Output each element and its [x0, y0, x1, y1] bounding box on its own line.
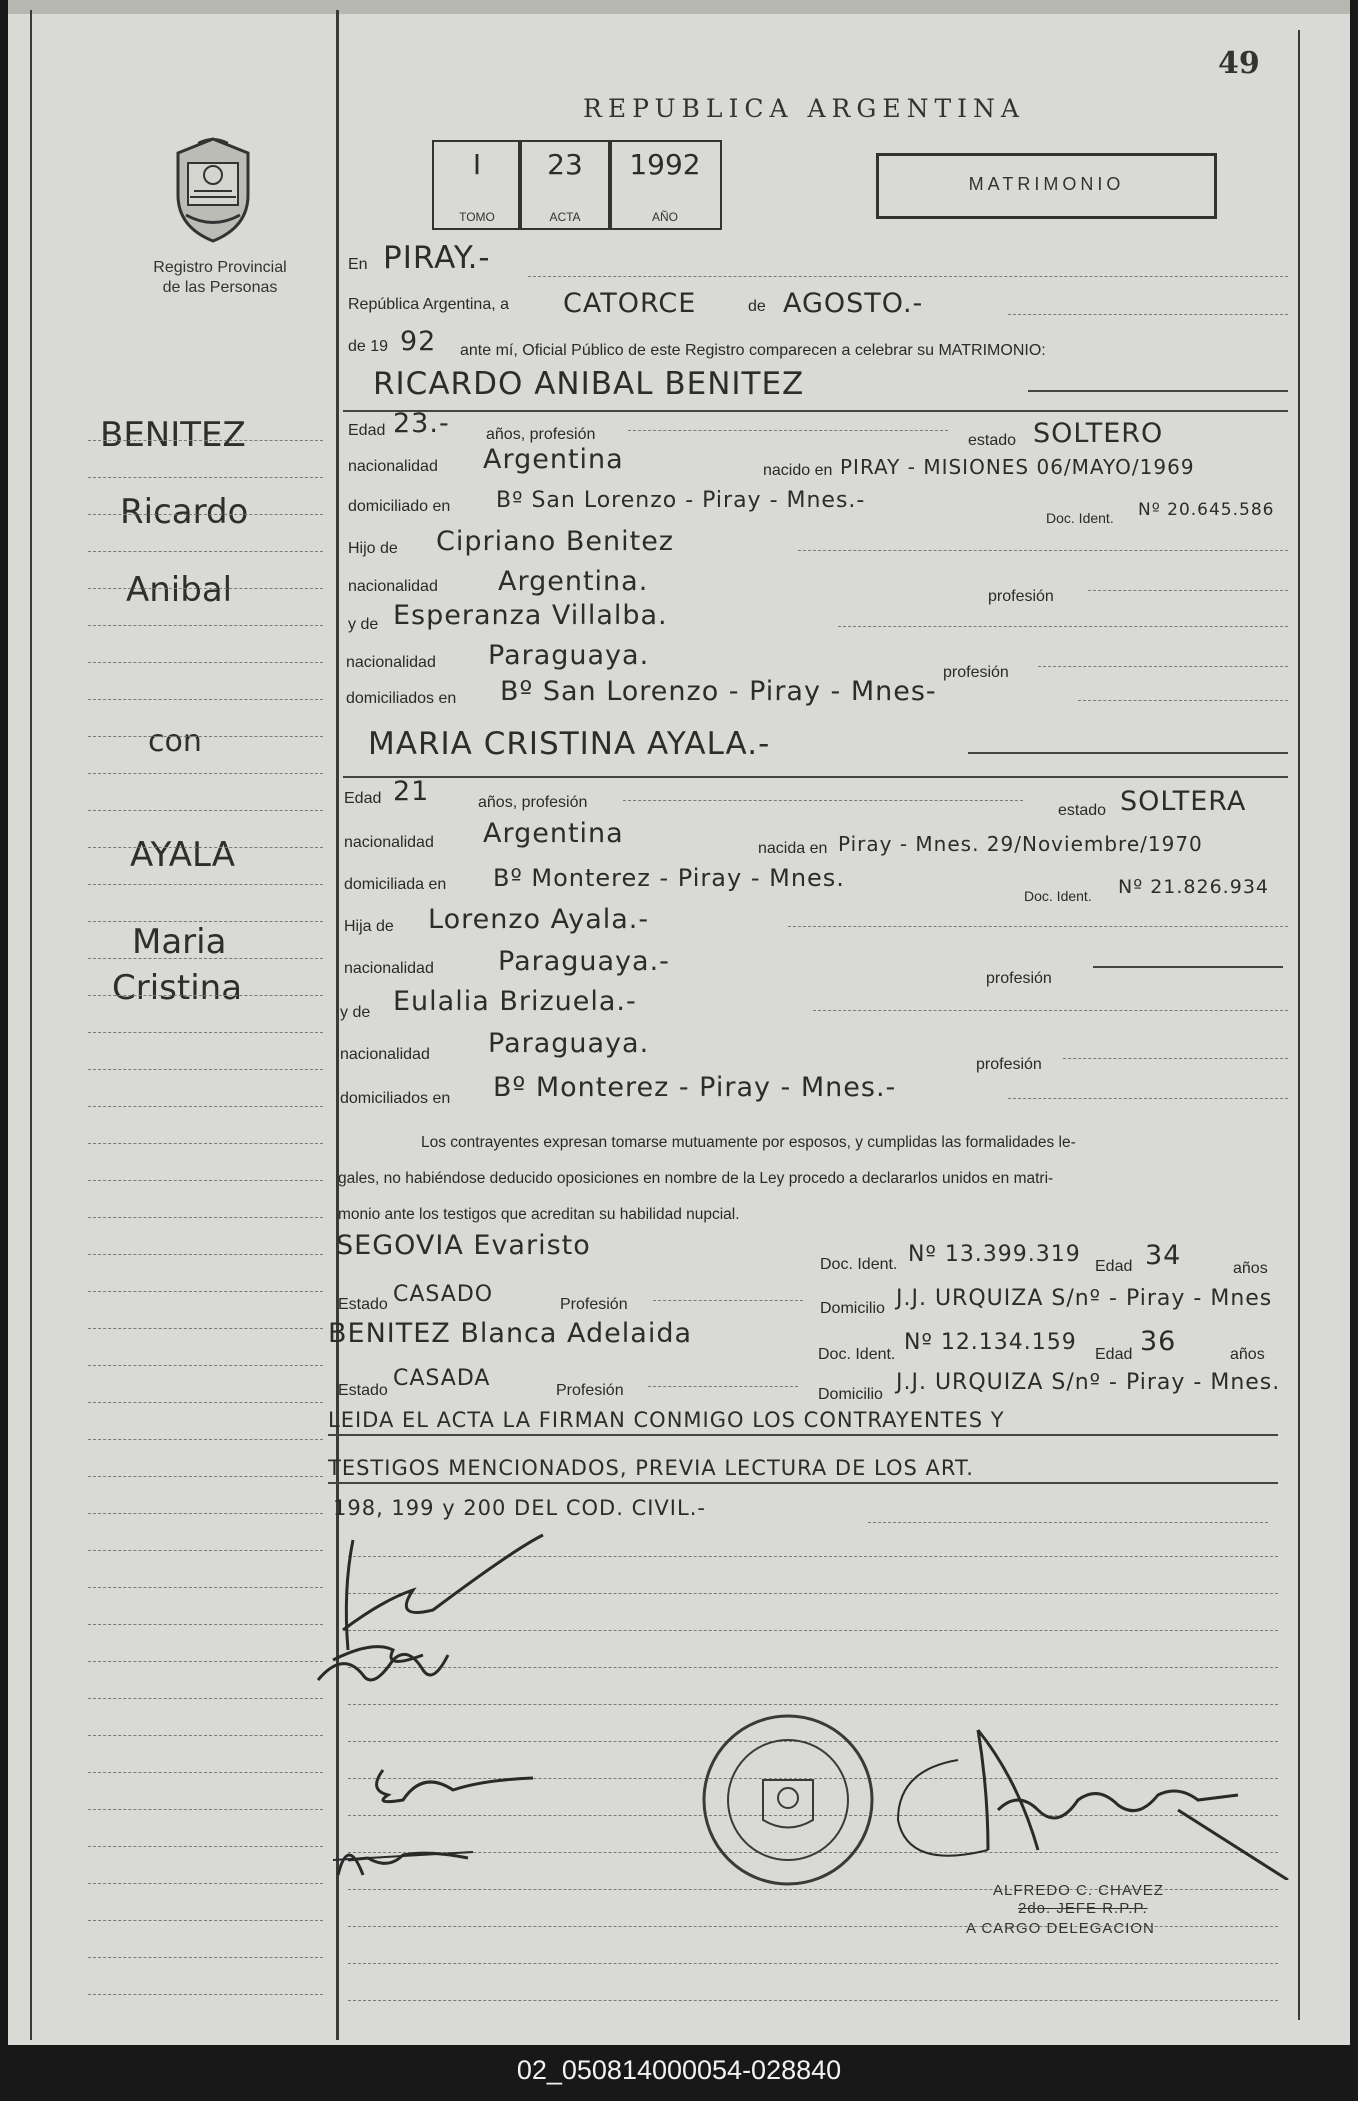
margin-ruled-line — [88, 588, 323, 589]
country-heading: REPUBLICA ARGENTINA — [583, 94, 1025, 123]
groom-domicile: Bº San Lorenzo - Piray - Mnes.- — [496, 488, 866, 513]
witness1-status: CASADO — [393, 1282, 494, 1307]
act-type-box — [876, 153, 1217, 219]
margin-ruled-line — [88, 1476, 323, 1477]
margin-ruled-line — [88, 1291, 323, 1292]
declaration-line-3: monio ante los testigos que acreditan su habilidad nupcial. — [338, 1206, 740, 1223]
margin-ruled-line — [88, 1217, 323, 1218]
label-anios-w1: años — [1233, 1260, 1268, 1277]
binding-rule — [30, 10, 32, 2040]
margin-ruled-line — [88, 1032, 323, 1033]
margin-ruled-line — [88, 1254, 323, 1255]
label-profesion-1: profesión — [988, 588, 1054, 605]
witness2-name: BENITEZ Blanca Adelaida — [328, 1318, 693, 1349]
label-ante-mi: ante mí, Oficial Público de este Registro comparecen a celebrar su MATRIMONIO: — [460, 342, 1046, 359]
margin-ruled-line — [88, 1661, 323, 1662]
label-edad-w1: Edad — [1095, 1258, 1133, 1275]
scan-caption-bar — [0, 2045, 1358, 2101]
tomo-value: I — [472, 148, 482, 181]
margin-ruled-line — [88, 1180, 323, 1181]
groom-mother-nationality: Paraguaya. — [488, 640, 650, 671]
official-name: ALFREDO C. CHAVEZ — [993, 1882, 1164, 1899]
bride-parents-domicile-line — [1008, 1098, 1288, 1099]
margin-ruled-line — [88, 1106, 323, 1107]
label-hija-de: Hija de — [344, 918, 394, 935]
label-y-de: y de — [348, 616, 379, 633]
margin-ruled-line — [88, 1772, 323, 1773]
bride-domicile: Bº Monterez - Piray - Mnes. — [493, 864, 845, 892]
groom-father-nationality: Argentina. — [498, 566, 649, 597]
groom-mother-line — [838, 626, 1288, 627]
margin-ruled-line — [88, 1735, 323, 1736]
groom-mother: Esperanza Villalba. — [393, 600, 668, 631]
witness1-name: SEGOVIA Evaristo — [336, 1230, 591, 1261]
groom-father-profession-line — [1088, 590, 1288, 591]
groom-name-line — [1028, 390, 1288, 392]
label-nacionalidad-3: nacionalidad — [346, 654, 436, 671]
bride-father: Lorenzo Ayala.- — [428, 904, 650, 935]
label-edad: Edad — [348, 422, 386, 439]
margin-ruled-line — [88, 1328, 323, 1329]
margin-groom-second: Anibal — [126, 570, 233, 610]
bride-birth: Piray - Mnes. 29/Noviembre/1970 — [838, 832, 1203, 856]
margin-bride-surname: AYALA — [130, 835, 235, 875]
margin-connector: con — [148, 724, 202, 759]
date-line — [1008, 314, 1288, 315]
margin-ruled-line — [88, 847, 323, 848]
margin-rule — [336, 10, 339, 2040]
label-edad-bride: Edad — [344, 790, 382, 807]
label-domiciliado-en: domiciliado en — [348, 498, 451, 515]
bride-nationality: Argentina — [483, 818, 624, 849]
witness1-domicile: J.J. URQUIZA S/nº - Piray - Mnes — [896, 1286, 1273, 1311]
margin-ruled-line — [88, 1883, 323, 1884]
margin-ruled-line — [88, 1587, 323, 1588]
right-rule — [1298, 30, 1300, 2020]
label-profesion-w1: Profesión — [560, 1296, 628, 1313]
label-doc-ident: Doc. Ident. — [1046, 510, 1114, 526]
signature-bride-icon — [313, 1640, 453, 1705]
label-nacionalidad: nacionalidad — [348, 458, 438, 475]
witness2-age: 36 — [1140, 1326, 1177, 1357]
witness2-domicile: J.J. URQUIZA S/nº - Piray - Mnes. — [896, 1370, 1281, 1395]
bride-full-name: MARIA CRISTINA AYALA.- — [368, 726, 771, 762]
groom-parents-domicile: Bº San Lorenzo - Piray - Mnes- — [500, 676, 937, 707]
label-de19: de 19 — [348, 338, 389, 355]
page-number: 49 — [1218, 46, 1260, 81]
official-title: 2do. JEFE R.P.P. — [1018, 1900, 1148, 1917]
tomo-box — [432, 140, 522, 230]
acta-label: ACTA — [549, 210, 581, 224]
label-estado-w2: Estado — [338, 1382, 388, 1399]
groom-profession-line — [628, 430, 948, 431]
margin-ruled-line — [88, 1957, 323, 1958]
margin-ruled-line — [88, 773, 323, 774]
label-anios-w2: años — [1230, 1346, 1265, 1363]
groom-nationality: Argentina — [483, 444, 624, 475]
body-ruled-line — [348, 1963, 1278, 1964]
margin-ruled-line — [88, 514, 323, 515]
margin-ruled-line — [88, 1846, 323, 1847]
margin-bride-first: Maria — [132, 922, 227, 962]
body-ruled-line — [348, 2000, 1278, 2001]
margin-ruled-line — [88, 1994, 323, 1995]
label-edad-w2: Edad — [1095, 1346, 1133, 1363]
witness2-status: CASADA — [393, 1366, 491, 1391]
label-doc-ident-w1: Doc. Ident. — [820, 1256, 898, 1273]
margin-ruled-line — [88, 1069, 323, 1070]
label-hijo-de: Hijo de — [348, 540, 398, 557]
groom-status: SOLTERO — [1033, 418, 1164, 449]
groom-full-name: RICARDO ANIBAL BENITEZ — [373, 366, 805, 402]
label-anios-profesion: años, profesión — [486, 426, 596, 443]
label-en: En — [348, 256, 368, 273]
label-estado-w1: Estado — [338, 1296, 388, 1313]
margin-ruled-line — [88, 1402, 323, 1403]
margin-ruled-line — [88, 995, 323, 996]
province-seal-icon — [168, 135, 258, 250]
witness2-profession-line — [648, 1386, 798, 1387]
label-profesion-3: profesión — [986, 970, 1052, 987]
label-domiciliados-en-bride: domiciliados en — [340, 1090, 451, 1107]
margin-ruled-line — [88, 1365, 323, 1366]
label-nacionalidad-bride-3: nacionalidad — [340, 1046, 430, 1063]
label-profesion-4: profesión — [976, 1056, 1042, 1073]
groom-father: Cipriano Benitez — [436, 526, 674, 557]
bride-mother-nationality: Paraguaya. — [488, 1028, 650, 1059]
margin-ruled-line — [88, 1143, 323, 1144]
groom-doc: Nº 20.645.586 — [1138, 500, 1275, 520]
label-estado: estado — [968, 432, 1017, 449]
bride-age: 21 — [393, 776, 430, 807]
anio-label: AÑO — [651, 210, 678, 224]
margin-ruled-line — [88, 1920, 323, 1921]
label-profesion-2: profesión — [943, 664, 1009, 681]
act-type: MATRIMONIO — [968, 174, 1125, 194]
label-y-de-bride: y de — [340, 1004, 371, 1021]
closing-line-2: TESTIGOS MENCIONADOS, PREVIA LECTURA DE LOS ART. — [328, 1456, 974, 1480]
acta-box — [518, 140, 612, 230]
margin-ruled-line — [88, 1698, 323, 1699]
day-value: CATORCE — [563, 288, 697, 319]
document-page — [8, 0, 1350, 2045]
groom-parents-domicile-line — [1078, 700, 1288, 701]
label-domicilio-w1: Domicilio — [820, 1300, 885, 1317]
label-nacido-en: nacido en — [763, 462, 833, 479]
bride-father-nationality: Paraguaya.- — [498, 946, 670, 977]
official-role: A CARGO DELEGACION — [966, 1920, 1155, 1937]
label-estado-bride: estado — [1058, 802, 1107, 819]
groom-birth: PIRAY - MISIONES 06/MAYO/1969 — [840, 455, 1195, 479]
bride-status: SOLTERA — [1120, 786, 1247, 817]
closing-rule-2 — [328, 1482, 1278, 1484]
label-nacionalidad-2: nacionalidad — [348, 578, 438, 595]
registry-line-1: Registro Provincial — [153, 259, 287, 276]
label-nacionalidad-bride-2: nacionalidad — [344, 960, 434, 977]
closing-line-3: 198, 199 y 200 DEL COD. CIVIL.- — [333, 1496, 706, 1520]
acta-value: 23 — [547, 148, 583, 181]
signature-witness1-icon — [363, 1750, 543, 1815]
bride-profession-line — [623, 800, 1023, 801]
label-domiciliados-en: domiciliados en — [346, 690, 457, 707]
anio-box — [608, 140, 722, 230]
declaration-line-1: Los contrayentes expresan tomarse mutuamente por esposos, y cumplidas las formalidades le- — [421, 1134, 1076, 1151]
anio-value: 1992 — [629, 148, 701, 181]
witness1-doc: Nº 13.399.319 — [908, 1242, 1081, 1267]
bride-father-line — [788, 926, 1288, 927]
label-profesion-w2: Profesión — [556, 1382, 624, 1399]
margin-ruled-line — [88, 1513, 323, 1514]
bride-parents-domicile: Bº Monterez - Piray - Mnes.- — [493, 1072, 897, 1103]
signature-official-icon — [878, 1700, 1298, 1885]
margin-ruled-line — [88, 1550, 323, 1551]
declaration-line-2: gales, no habiéndose deducido oposiciones en nombre de la Ley procedo a declararlos unidos en matri- — [338, 1170, 1054, 1187]
label-nacionalidad-bride: nacionalidad — [344, 834, 434, 851]
bride-doc: Nº 21.826.934 — [1118, 876, 1269, 898]
margin-ruled-line — [88, 1624, 323, 1625]
signature-witness2-icon — [328, 1830, 478, 1895]
official-stamp-icon — [698, 1710, 878, 1895]
registry-line-2: de las Personas — [162, 279, 278, 296]
margin-ruled-line — [88, 1809, 323, 1810]
margin-groom-first: Ricardo — [120, 492, 249, 532]
margin-ruled-line — [88, 477, 323, 478]
label-nacida-en: nacida en — [758, 840, 828, 857]
witness1-age: 34 — [1145, 1240, 1182, 1271]
closing-line-1: LEIDA EL ACTA LA FIRMAN CONMIGO LOS CONTRAYENTES Y — [328, 1408, 1005, 1432]
witness1-profession-line — [653, 1300, 803, 1301]
month-value: AGOSTO.- — [783, 288, 924, 319]
registry-name — [120, 258, 320, 298]
label-de: de — [748, 298, 766, 315]
page-top-edge — [8, 0, 1350, 14]
label-doc-ident-bride: Doc. Ident. — [1024, 888, 1092, 904]
bride-father-profession-line — [1093, 966, 1283, 968]
tomo-label: TOMO — [459, 210, 495, 224]
label-doc-ident-w2: Doc. Ident. — [818, 1346, 896, 1363]
bride-mother-profession-line — [1063, 1058, 1288, 1059]
margin-ruled-line — [88, 1439, 323, 1440]
margin-bride-second: Cristina — [112, 968, 243, 1008]
place-line — [528, 276, 1288, 277]
place-value: PIRAY.- — [383, 240, 491, 276]
margin-groom-surname: BENITEZ — [100, 415, 246, 455]
margin-ruled-line — [88, 958, 323, 959]
groom-father-line — [798, 550, 1288, 551]
closing-rule-1 — [328, 1434, 1278, 1436]
bride-name-line — [968, 752, 1288, 754]
scan-caption: 02_050814000054-028840 — [516, 2055, 842, 2085]
bride-section-rule — [343, 776, 1288, 778]
label-republica: República Argentina, a — [348, 296, 509, 313]
groom-mother-profession-line — [1038, 666, 1288, 667]
label-domiciliada-en: domiciliada en — [344, 876, 447, 893]
witness2-doc: Nº 12.134.159 — [904, 1330, 1077, 1355]
groom-age: 23.- — [393, 408, 450, 439]
bride-mother: Eulalia Brizuela.- — [393, 986, 637, 1017]
year-value: 92 — [400, 326, 437, 357]
margin-ruled-line — [88, 440, 323, 441]
margin-ruled-line — [88, 699, 323, 700]
margin-ruled-line — [88, 551, 323, 552]
margin-ruled-line — [88, 662, 323, 663]
margin-ruled-line — [88, 921, 323, 922]
closing-line-3-fill — [868, 1522, 1268, 1523]
margin-ruled-line — [88, 884, 323, 885]
margin-ruled-line — [88, 736, 323, 737]
margin-ruled-line — [88, 625, 323, 626]
groom-section-rule — [343, 410, 1288, 412]
bride-mother-line — [813, 1010, 1288, 1011]
label-anios-profesion-bride: años, profesión — [478, 794, 588, 811]
label-domicilio-w2: Domicilio — [818, 1386, 883, 1403]
margin-ruled-line — [88, 810, 323, 811]
